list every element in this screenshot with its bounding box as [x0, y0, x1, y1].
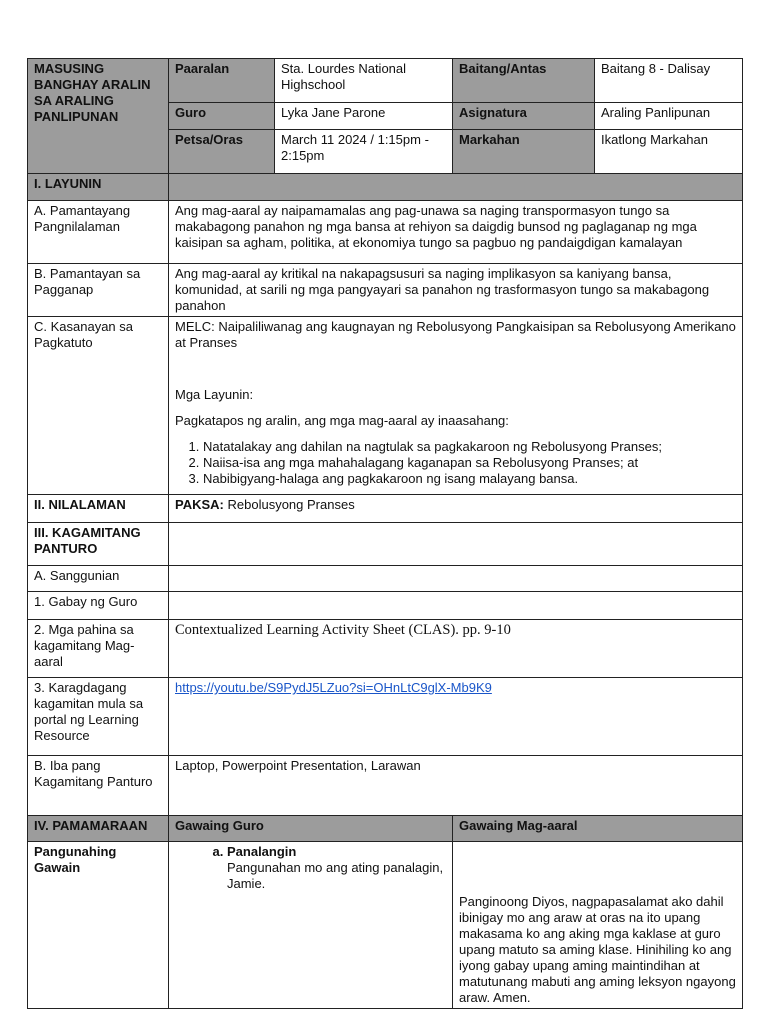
- pamantayang-pangnilalaman-value: Ang mag-aaral ay naipamamalas ang pag-unawa sa naging transpormasyon tungo sa makabagong panahon ng mga bansa at rehiyon sa daigdig bunsod ng paglaganap ng mga kaisipan sa agham, politika, at ekonomiya tungo sa pagbuo ng pandaigdigan kamalayan: [169, 201, 743, 264]
- section-pamamaraan-heading: IV. PAMAMARAAN: [28, 816, 169, 842]
- teacher-label: Guro: [169, 103, 275, 130]
- kagamitan-empty: [169, 523, 743, 566]
- date-label: Petsa/Oras: [169, 130, 275, 174]
- section-kagamitan-heading: III. KAGAMITANG PANTURO: [28, 523, 169, 566]
- quarter-value: Ikatlong Markahan: [595, 130, 743, 174]
- youtube-link[interactable]: https://youtu.be/S9PydJ5LZuo?si=OHnLtC9glX-Mb9K9: [175, 680, 492, 695]
- iba-pang-kagamitan-label: B. Iba pang Kagamitang Panturo: [28, 756, 169, 816]
- gawaing-guro-header: Gawaing Guro: [169, 816, 453, 842]
- teacher-value: Lyka Jane Parone: [275, 103, 453, 130]
- section-layunin-fill: [169, 174, 743, 201]
- pahina-value: Contextualized Learning Activity Sheet (CLAS). pp. 9-10: [169, 620, 743, 678]
- layunin-intro: Pagkatapos ng aralin, ang mga mag-aaral ay inaasahang:: [175, 413, 509, 428]
- karagdagan-cell: [169, 678, 743, 756]
- paksa-cell: [169, 495, 743, 523]
- paksa-value: Rebolusyong Pranses: [227, 497, 355, 512]
- layunin-list: [175, 439, 736, 487]
- section-nilalaman-heading: II. NILALAMAN: [28, 495, 169, 523]
- dasal-text: Panginoong Diyos, nagpapasalamat ako dahil ibinigay mo ang araw at oras na ito upang makasama ko ang aking mga kaklase at guro upang matuto sa aming klase. Hinihiling ko ang iyong gabay upang aming maintindihan at matutunang mabuti ang aming leksyon ngayong araw. Amen.: [459, 894, 736, 1005]
- gabay-guro-label: 1. Gabay ng Guro: [28, 592, 169, 620]
- document-title: MASUSING BANGHAY ARALIN SA ARALING PANLIPUNAN: [28, 59, 169, 174]
- panalangin-text: Pangunahan mo ang ating panalagin, Jamie.: [227, 860, 444, 891]
- grade-label: Baitang/Antas: [453, 59, 595, 103]
- gabay-guro-empty: [169, 592, 743, 620]
- list-item: [227, 844, 446, 892]
- panalangin-title: Panalangin: [227, 844, 297, 859]
- list-item: 2. Naiisa-isa ang mga mahahalagang kaganapan sa Rebolusyong Pranses; at: [203, 455, 736, 471]
- pahina-label: 2. Mga pahina sa kagamitang Mag-aaral: [28, 620, 169, 678]
- kasanayan-content: [169, 317, 743, 495]
- karagdagan-label: 3. Karagdagang kagamitan mula sa portal ng Learning Resource: [28, 678, 169, 756]
- guro-activity-list: [175, 844, 446, 892]
- quarter-label: Markahan: [453, 130, 595, 174]
- melc-text: MELC: Naipaliliwanag ang kaugnayan ng Rebolusyong Pangkaisipan sa Rebolusyong Amerikano at Pranses: [175, 319, 736, 350]
- school-value: Sta. Lourdes National Highschool: [275, 59, 453, 103]
- pangunahing-gawain-label: Pangunahing Gawain: [28, 842, 169, 1009]
- paksa-label: PAKSA:: [175, 497, 224, 512]
- subject-value: Araling Panlipunan: [595, 103, 743, 130]
- pamantayang-pangnilalaman-label: A. Pamantayang Pangnilalaman: [28, 201, 169, 264]
- lesson-plan-table: [27, 58, 743, 1009]
- iba-pang-kagamitan-value: Laptop, Powerpoint Presentation, Larawan: [169, 756, 743, 816]
- subject-label: Asignatura: [453, 103, 595, 130]
- list-item: 1. Natatalakay ang dahilan na nagtulak sa pagkakaroon ng Rebolusyong Pranses;: [203, 439, 736, 455]
- list-item: 3. Nabibigyang-halaga ang pagkakaroon ng isang malayang bansa.: [203, 471, 736, 487]
- date-value: March 11 2024 / 1:15pm - 2:15pm: [275, 130, 453, 174]
- grade-value: Baitang 8 - Dalisay: [595, 59, 743, 103]
- kasanayan-label: C. Kasanayan sa Pagkatuto: [28, 317, 169, 495]
- school-label: Paaralan: [169, 59, 275, 103]
- sanggunian-label: A. Sanggunian: [28, 566, 169, 592]
- mga-layunin-title: Mga Layunin:: [175, 387, 254, 402]
- gawaing-mag-aaral-header: Gawaing Mag-aaral: [453, 816, 743, 842]
- section-layunin-heading: I. LAYUNIN: [28, 174, 169, 201]
- gawaing-mag-aaral-cell: [453, 842, 743, 1009]
- pamantayan-pagganap-label: B. Pamantayan sa Pagganap: [28, 264, 169, 317]
- sanggunian-empty: [169, 566, 743, 592]
- pamantayan-pagganap-value: Ang mag-aaral ay kritikal na nakapagsusuri sa naging implikasyon sa kaniyang bansa, komunidad, at sarili ng mga pangyayari sa panahon ng trasformasyon tungo sa makabagong panahon: [169, 264, 743, 317]
- gawaing-guro-cell: [169, 842, 453, 1009]
